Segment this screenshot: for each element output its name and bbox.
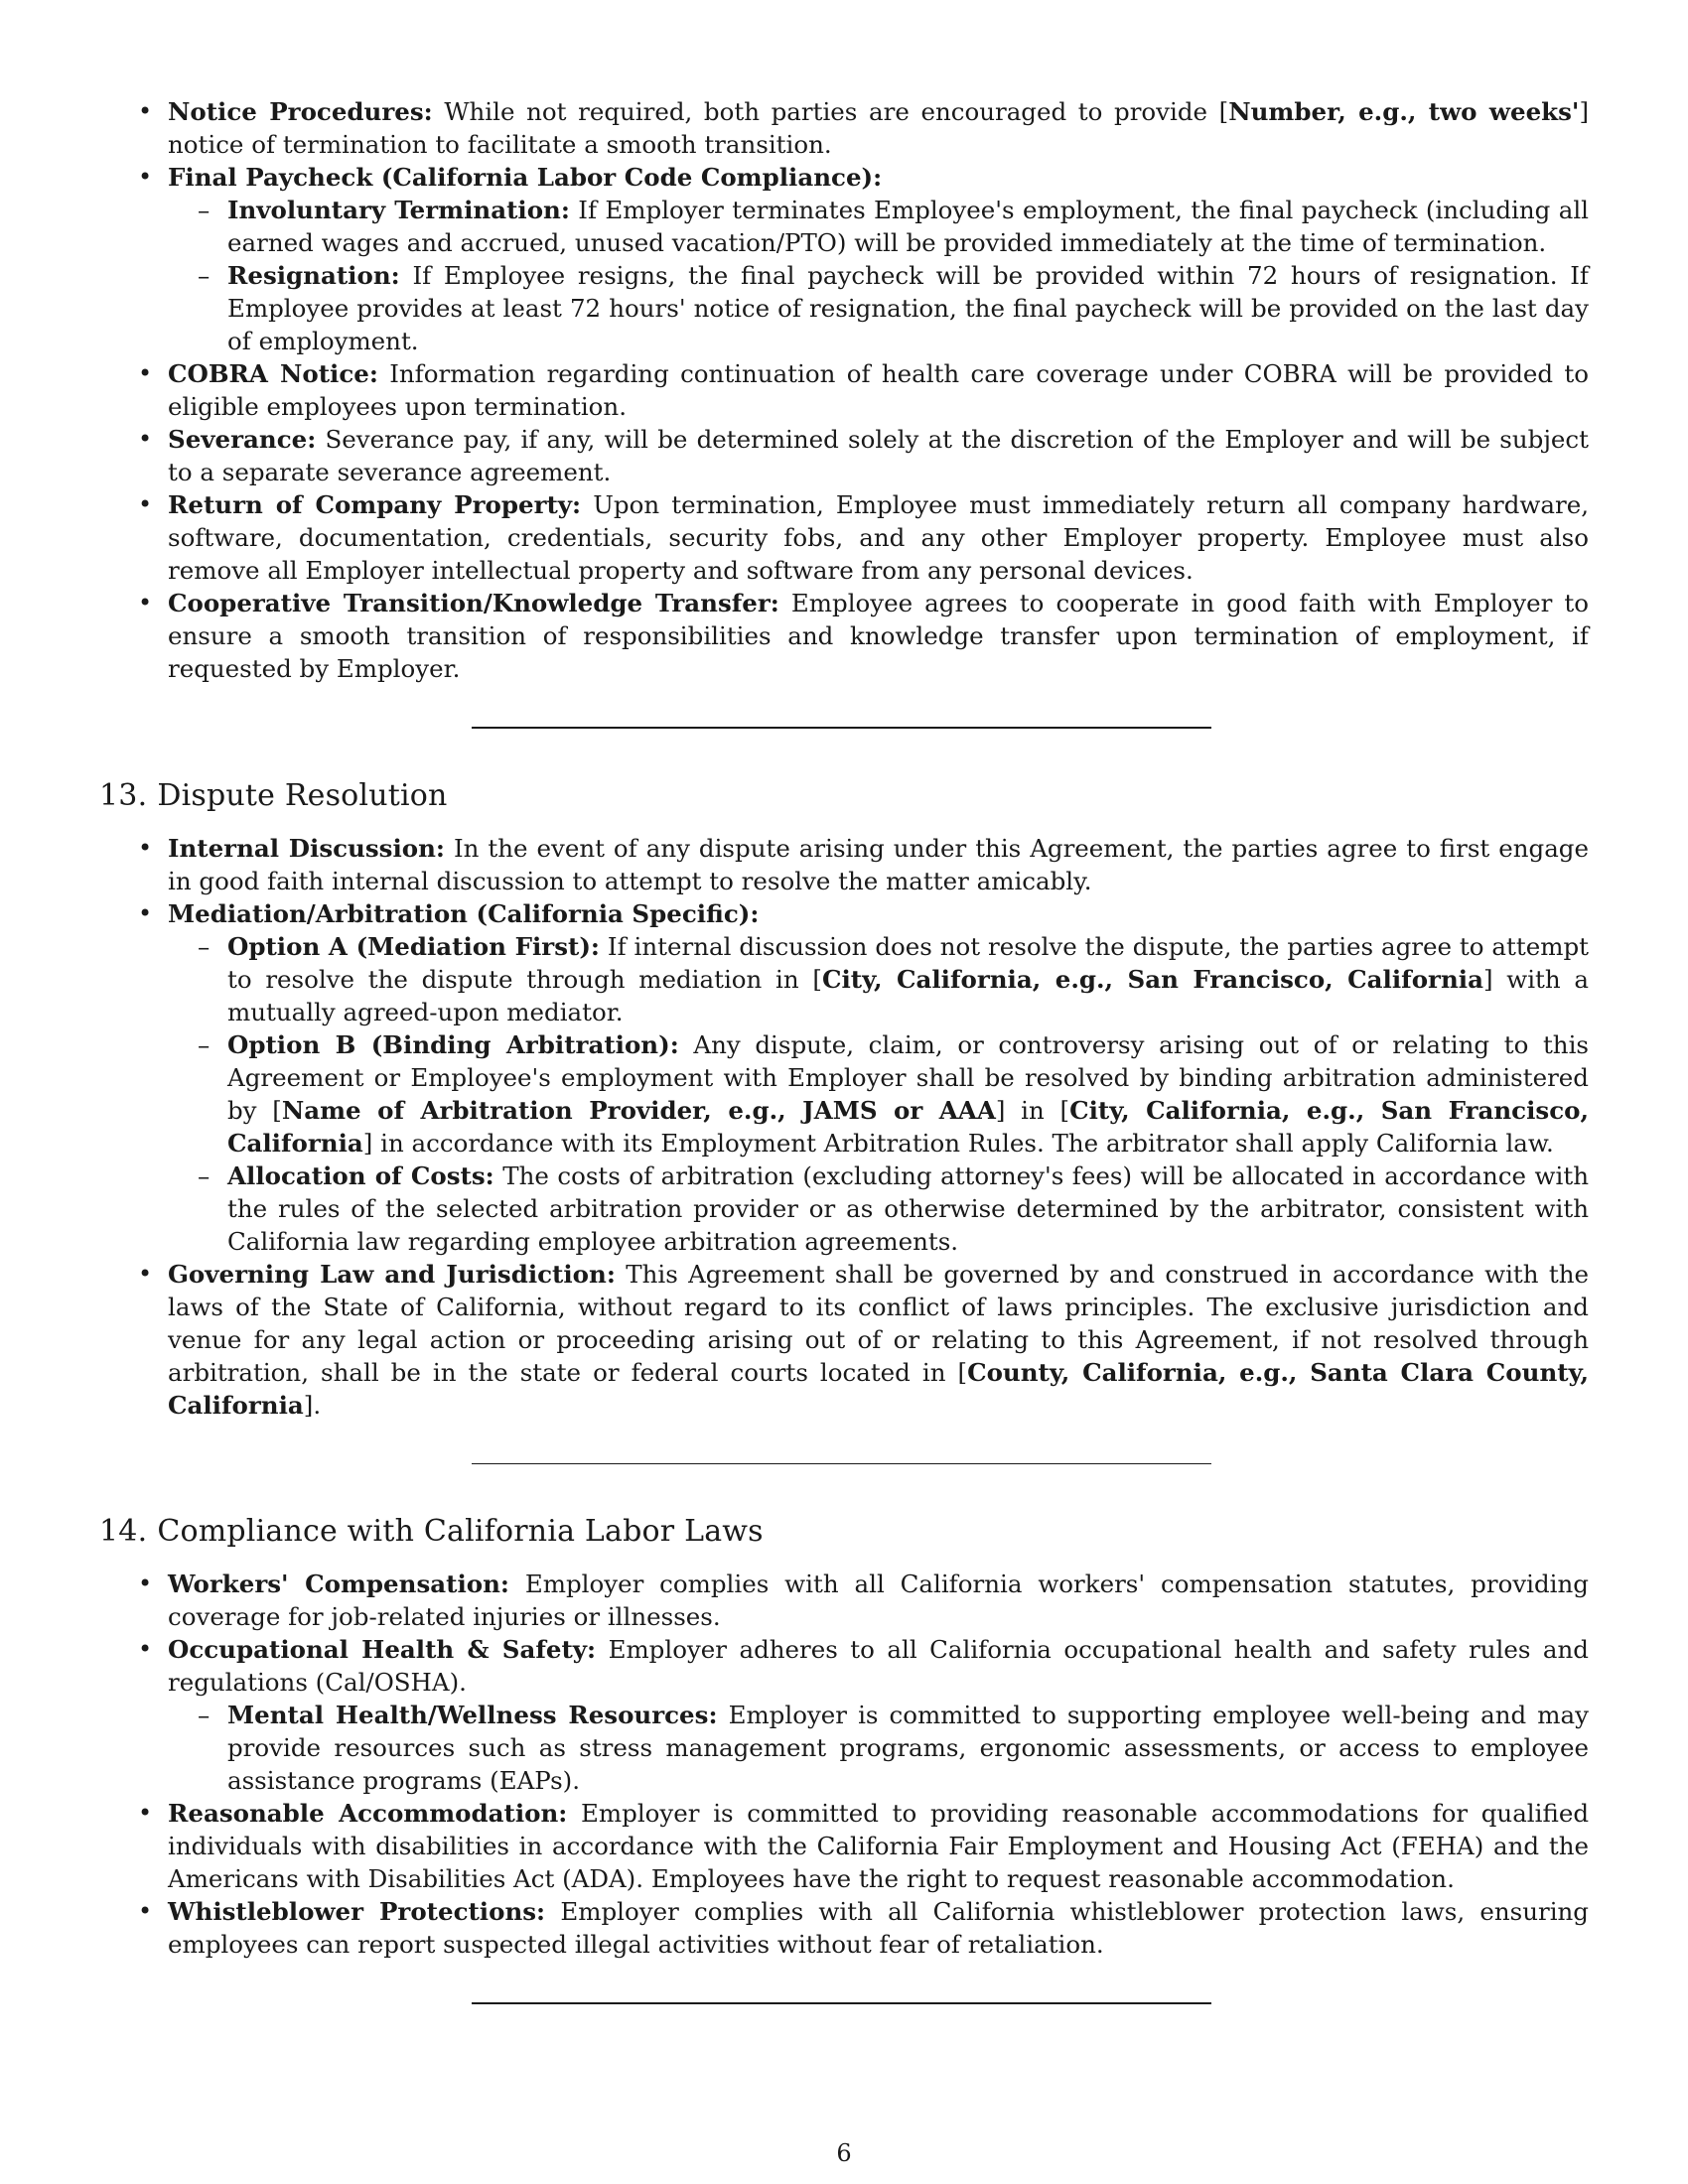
item-label: Mental Health/Wellness Resources: [227, 1701, 718, 1729]
list-item-cobra-notice [168, 357, 1589, 423]
section-heading-13 [99, 778, 1589, 814]
item-text: ] notice of termination to facilitate a smooth transition. [168, 97, 1589, 159]
item-label: Allocation of Costs: [227, 1161, 494, 1190]
health-safety-sublist [168, 1699, 1589, 1797]
labor-law-compliance-list [99, 1568, 1589, 1961]
item-text: Severance pay, if any, will be determined solely at the discretion of the Employer and will be subject to a separate severance agreement. [168, 425, 1589, 486]
item-text: Employer adheres to all California occupational health and safety rules and regulations (Cal/OSHA). [168, 1635, 1589, 1697]
item-label: Resignation: [227, 261, 400, 290]
sublist-item-resignation [227, 259, 1589, 357]
placeholder-mediation-city: City, California, e.g., San Francisco, California [821, 965, 1483, 994]
placeholder-county: County, California, e.g., Santa Clara County, California [168, 1358, 1589, 1420]
list-item-cooperative-transition [168, 587, 1589, 685]
item-label: Severance: [168, 425, 317, 454]
page-content [99, 95, 1589, 2004]
sublist-item-involuntary-termination [227, 194, 1589, 259]
section-number: 13. [99, 778, 148, 813]
item-label: Cooperative Transition/Knowledge Transfer: [168, 589, 779, 617]
mediation-sublist [168, 930, 1589, 1258]
section-divider [472, 1463, 1211, 1464]
section-divider [472, 2002, 1211, 2004]
section-title: Dispute Resolution [157, 778, 448, 813]
placeholder-notice-period: Number, e.g., two weeks' [1228, 97, 1580, 126]
final-paycheck-sublist [168, 194, 1589, 357]
item-text: If Employer terminates Employee's employment, the final paycheck (including all earned wages and accrued, unused vacation/PTO) will be provided immediately at the time of termination. [227, 196, 1589, 257]
item-label: Mediation/Arbitration (California Specific): [168, 899, 760, 928]
sublist-item-mental-health [227, 1699, 1589, 1797]
item-text: ]. [303, 1391, 322, 1420]
list-item-whistleblower [168, 1895, 1589, 1961]
item-label: Option B (Binding Arbitration): [227, 1030, 679, 1059]
section-number: 14. [99, 1514, 148, 1549]
item-text: ] in [ [995, 1096, 1070, 1125]
item-text: Employer is committed to providing reasonable accommodations for qualified individuals with disabilities in accordance with the California Fair Employment and Housing Act (FEHA) and the Americans with Disabilities Act (ADA). Employees have the right to request reasonable accommodation. [168, 1799, 1590, 1893]
item-text: Employer complies with all California whistleblower protection laws, ensuring employees can report suspected illegal activities without fear of retaliation. [168, 1897, 1589, 1959]
item-label: COBRA Notice: [168, 359, 378, 388]
termination-list [99, 95, 1589, 685]
item-label: Occupational Health & Safety: [168, 1635, 597, 1664]
placeholder-arbitration-provider: Name of Arbitration Provider, e.g., JAMS or AAA [281, 1096, 996, 1125]
placeholder-arbitration-city: City, California, e.g., San Francisco, California [227, 1096, 1589, 1158]
sublist-item-option-a [227, 930, 1589, 1028]
section-heading-14 [99, 1514, 1589, 1550]
list-item-workers-compensation [168, 1568, 1589, 1633]
item-label: Final Paycheck (California Labor Code Compliance): [168, 163, 883, 192]
list-item-governing-law [168, 1258, 1589, 1422]
list-item-notice-procedures [168, 95, 1589, 161]
item-text: Employer is committed to supporting employee well-being and may provide resources such as stress management programs, ergonomic assessments, or access to employee assistance programs (EAPs). [227, 1701, 1589, 1795]
item-text: This Agreement shall be governed by and construed in accordance with the laws of the State of California, without regard to its conflict of laws principles. The exclusive jurisdiction and venue for any legal action or proceeding arising out of or relating to this Agreement, if not resolved through arbitration, shall be in the state or federal courts located in [ [168, 1260, 1590, 1387]
list-item-return-of-property [168, 488, 1589, 587]
item-label: Reasonable Accommodation: [168, 1799, 568, 1828]
item-label: Internal Discussion: [168, 834, 445, 863]
list-item-internal-discussion [168, 832, 1589, 897]
dispute-resolution-list [99, 832, 1589, 1422]
list-item-mediation-arbitration [168, 897, 1589, 1258]
item-text: ] in accordance with its Employment Arbitration Rules. The arbitrator shall apply California law. [362, 1129, 1554, 1158]
item-label: Workers' Compensation: [168, 1570, 509, 1598]
item-text: In the event of any dispute arising under this Agreement, the parties agree to first engage in good faith internal discussion to attempt to resolve the matter amicably. [168, 834, 1589, 895]
list-item-reasonable-accommodation [168, 1797, 1589, 1895]
item-text: While not required, both parties are encouraged to provide [ [444, 97, 1229, 126]
section-divider [472, 727, 1211, 729]
item-text: Employee agrees to cooperate in good faith with Employer to ensure a smooth transition of responsibilities and knowledge transfer upon termination of employment, if requested by Employer. [168, 589, 1589, 683]
section-title: Compliance with California Labor Laws [157, 1514, 764, 1549]
item-text: If Employee resigns, the final paycheck will be provided within 72 hours of resignation. If Employee provides at least 72 hours' notice of resignation, the final paycheck will be provided on the last day of employment. [227, 261, 1589, 355]
sublist-item-option-b [227, 1028, 1589, 1160]
list-item-severance [168, 423, 1589, 488]
item-text: Upon termination, Employee must immediately return all company hardware, software, documentation, credentials, security fobs, and any other Employer property. Employee must also remove all Employer intellectual property and software from any personal devices. [168, 490, 1589, 585]
item-label: Whistleblower Protections: [168, 1897, 546, 1926]
item-text: ] with a mutually agreed-upon mediator. [227, 965, 1589, 1026]
item-text: The costs of arbitration (excluding attorney's fees) will be allocated in accordance with the rules of the selected arbitration provider or as otherwise determined by the arbitrator, consistent with California law regarding employee arbitration agreements. [227, 1161, 1589, 1256]
item-label: Governing Law and Jurisdiction: [168, 1260, 616, 1289]
item-label: Notice Procedures: [168, 97, 433, 126]
item-text: Employer complies with all California workers' compensation statutes, providing coverage for job-related injuries or illnesses. [168, 1570, 1589, 1631]
page-number: 6 [836, 2139, 852, 2167]
sublist-item-allocation-of-costs [227, 1160, 1589, 1258]
item-label: Option A (Mediation First): [227, 932, 600, 961]
item-text: Any dispute, claim, or controversy arising out of or relating to this Agreement or Employee's employment with Employer shall be resolved by binding arbitration administered by [ [227, 1030, 1589, 1125]
item-label: Involuntary Termination: [227, 196, 570, 224]
item-label: Return of Company Property: [168, 490, 582, 519]
item-text: If internal discussion does not resolve the dispute, the parties agree to attempt to resolve the dispute through mediation in [ [227, 932, 1589, 994]
list-item-health-safety [168, 1633, 1589, 1797]
item-text: Information regarding continuation of health care coverage under COBRA will be provided to eligible employees upon termination. [168, 359, 1589, 421]
list-item-final-paycheck [168, 161, 1589, 357]
